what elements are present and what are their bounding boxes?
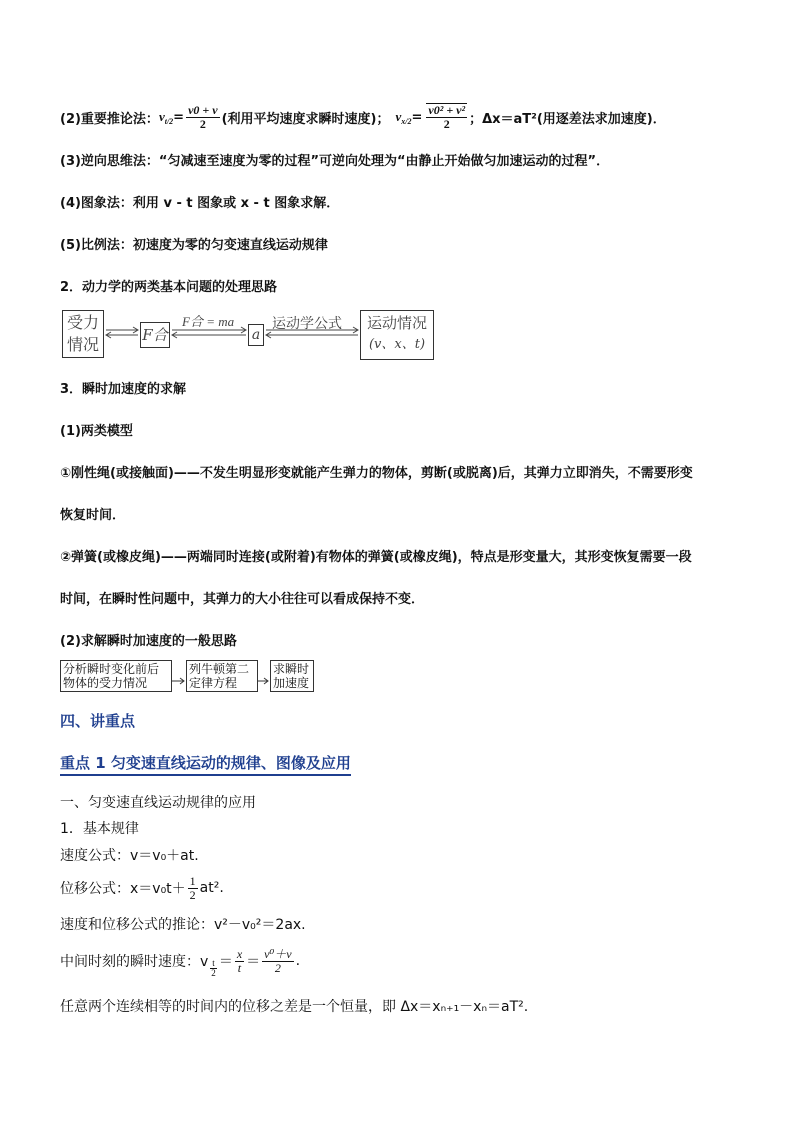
newton-second-law: F合 = ma [182, 314, 235, 329]
spring-line2: 时间，在瞬时性问题中，其弹力的大小往往可以看成保持不变． [60, 592, 425, 607]
displacement-formula [60, 870, 224, 906]
avg-velocity-fraction: $\frac{v0 + v}{2}$ [188, 102, 218, 131]
avg-velocity-note: (利用平均速度求瞬时速度)； [221, 111, 390, 127]
equals-sign: = [173, 109, 185, 125]
dynamics-heading: 2．动力学的两类基本问题的处理思路 [60, 280, 278, 295]
rigid-rope-line1: ①刚性绳(或接触面)——不发生明显形变就能产生弹力的物体，剪断(或脱离)后，其弹力立即消失，不需要形变 [60, 466, 693, 481]
consecutive-displacement: 任意两个连续相等的时间内的位移之差是一个恒量，即 Δx＝xₙ₊₁－xₙ＝aT². [60, 999, 529, 1015]
flow2-box1 [60, 660, 172, 692]
flow2-box1-line2: 物体的受力情况 [63, 676, 148, 690]
motion-situation-box [360, 310, 434, 360]
delta-x-formula: ；Δx＝aT²(用逐差法求加速度)． [469, 111, 666, 127]
flow2-box2-line2: 定律方程 [189, 676, 238, 690]
one-half-fraction: $\frac{1}{2}$ [189, 873, 196, 902]
mid-prefix: 中间时刻的瞬时速度：v [60, 954, 209, 970]
double-arrow-1 [104, 326, 140, 340]
graph-method: (4)图象法：利用 v - t 图象或 x - t 图象求解． [60, 196, 340, 211]
mid-position-velocity-symbol: $v_{x/2}$ [395, 108, 412, 126]
net-force-box: F合 [140, 322, 170, 348]
flow2-box2-line1: 列牛顿第二 [189, 662, 250, 676]
basic-rules: 1．基本规律 [60, 821, 139, 837]
acceleration-box: a [248, 324, 264, 346]
motion-line2: (v、x、t) [368, 337, 426, 352]
equals-sign-2: = [411, 109, 423, 125]
inference-line [60, 100, 666, 134]
double-arrow-3 [264, 326, 360, 340]
reverse-thinking: (3)逆向思维法：“匀减速至速度为零的过程”可逆向处理为“由静止开始做匀加速运动的过程”． [60, 154, 610, 169]
general-heading: (2)求解瞬时加速度的一般思路 [60, 634, 237, 649]
inference-label: (2)重要推论法： [60, 111, 159, 127]
kinematics-label: 运动学公式 [272, 316, 342, 332]
force-line1: 受力 [66, 313, 99, 332]
section-four-heading: 四、讲重点 [60, 712, 136, 730]
force-line2: 情况 [66, 335, 99, 354]
disp-prefix: 位移公式：x＝v₀t＋ [60, 881, 186, 897]
motion-line1: 运动情况 [366, 314, 427, 332]
instant-heading: 3．瞬时加速度的求解 [60, 382, 187, 397]
rigid-rope-line2: 恢复时间． [60, 508, 126, 523]
x-over-t-fraction: $\frac{x}{t}$ [236, 946, 243, 975]
flow2-arrow-2 [258, 676, 270, 686]
velocity-formula: 速度公式：v＝v₀＋at. [60, 848, 199, 864]
subsection-one: 一、匀变速直线运动规律的应用 [60, 795, 256, 811]
mid-time-velocity: 中间时刻的瞬时速度：v $\frac{t}{2}$ ＝ $\frac{x}{t}$ ＝ $\frac{\text{v⁰＋v}}{2}$ . [60, 946, 301, 978]
corollary-formula: 速度和位移公式的推论：v²－v₀²＝2ax. [60, 917, 306, 933]
double-arrow-2 [170, 326, 248, 340]
spring-line1: ②弹簧(或橡皮绳)——两端同时连接(或附着)有物体的弹簧(或橡皮绳)，特点是形变量大，其形变恢复需要一段 [60, 550, 692, 565]
avg-velocity-symbol: $v_{t/2}$ [158, 108, 174, 126]
flow2-arrow-1 [172, 676, 186, 686]
mid-position-sqrt-fraction: $\frac{\text{v0² + v²}}{2}$ [428, 103, 466, 131]
avg-v-fraction: $\frac{\text{v⁰＋v}}{2}$ [264, 946, 292, 975]
disp-suffix: at². [199, 880, 224, 896]
flow2-box3 [270, 660, 314, 692]
flow2-box3-line2: 加速度 [273, 676, 310, 690]
t-over-2-subscript: $\frac{t}{2}$ [211, 957, 216, 978]
force-situation-box [62, 310, 104, 358]
flow2-box3-line1: 求瞬时 [273, 662, 310, 676]
two-models: (1)两类模型 [60, 424, 133, 439]
key-point-1: 重点 1 匀变速直线运动的规律、图像及应用 [60, 752, 351, 773]
flow2-box1-line1: 分析瞬时变化前后 [63, 662, 160, 676]
ratio-method: (5)比例法：初速度为零的匀变速直线运动规律 [60, 238, 328, 253]
flow2-box2 [186, 660, 258, 692]
